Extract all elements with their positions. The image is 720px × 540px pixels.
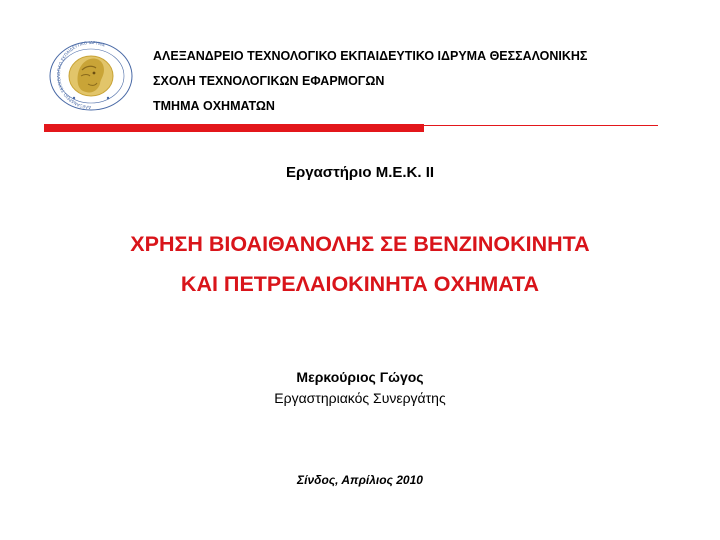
- title-line-1: ΧΡΗΣΗ ΒΙΟΑΙΘΑΝΟΛΗΣ ΣΕ ΒΕΝΖΙΝΟΚΙΝΗΤΑ: [130, 232, 590, 256]
- divider-thick-bar: [44, 124, 424, 132]
- school-name: ΣΧΟΛΗ ΤΕΧΝΟΛΟΓΙΚΩΝ ΕΦΑΡΜΟΓΩΝ: [153, 74, 385, 88]
- place-date: Σίνδος, Απρίλιος 2010: [297, 473, 423, 487]
- institution-name: ΑΛΕΞΑΝΔΡΕΙΟ ΤΕΧΝΟΛΟΓΙΚΟ ΕΚΠΑΙΔΕΥΤΙΚΟ ΙΔΡΥΜΑ ΘΕΣΣΑΛΟΝΙΚΗΣ: [153, 49, 588, 63]
- header-divider: [44, 124, 658, 134]
- divider-thin-line: [424, 125, 658, 126]
- lab-title: Εργαστήριο Μ.Ε.Κ. ΙΙ: [285, 164, 435, 181]
- author-name: Μερκούριος Γώγος: [296, 369, 424, 385]
- institution-header: [153, 44, 587, 119]
- institution-seal-icon: [48, 40, 134, 112]
- presentation-title: [0, 224, 720, 304]
- seal-ring-text: ΑΛΕΞΑΝΔΡΕΙΟ ΤΕΧΝΟΛΟΓΙΚΟ ΕΚΠΑΙΔΕΥΤΙΚΟ ΙΔΡΥΜΑ: [56, 40, 106, 111]
- author-role: Εργαστηριακός Συνεργάτης: [274, 390, 446, 406]
- title-line-2: ΚΑΙ ΠΕΤΡΕΛΑΙΟΚΙΝΗΤΑ ΟΧΗΜΑΤΑ: [180, 272, 540, 296]
- department-name: ΤΜΗΜΑ ΟΧΗΜΑΤΩΝ: [153, 99, 275, 113]
